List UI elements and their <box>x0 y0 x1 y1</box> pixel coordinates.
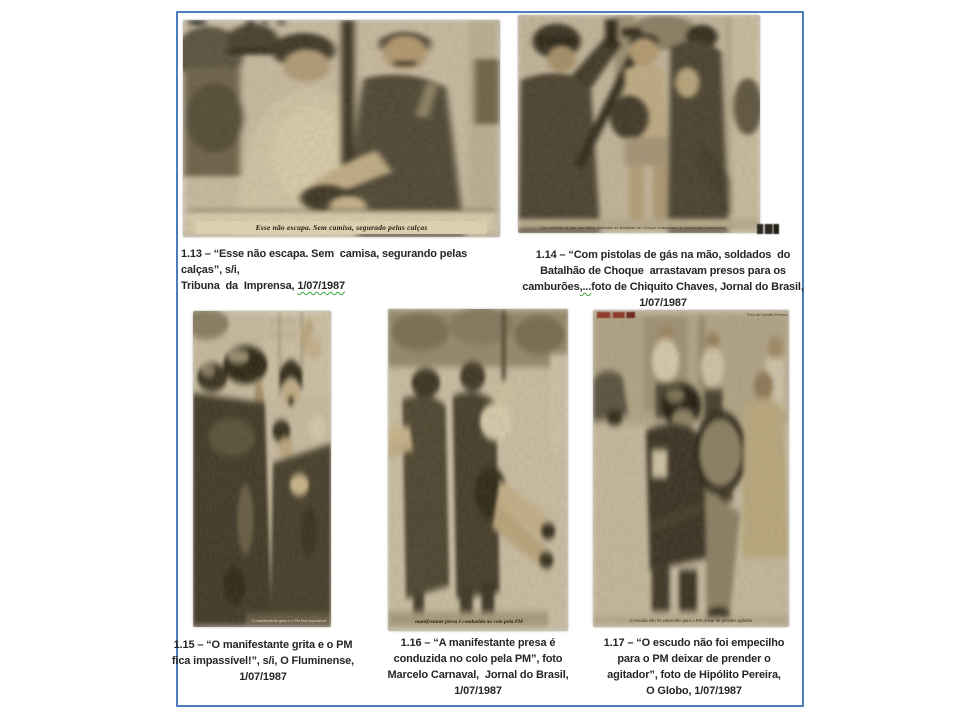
photo-1-14 <box>518 15 760 233</box>
photo-1-13-print-caption: Esse não escapa. Sem camisa, segurado pelas calças <box>196 221 488 234</box>
photo-1-15-print-caption: O manifestante grita e o PM fica impassível <box>251 618 327 623</box>
photo-1-15-artwork <box>193 311 331 627</box>
photo-1-17-print-caption: O escudo não foi empecilho para o PM deixar de prender agitador <box>629 618 753 623</box>
caption-1-17: 1.17 – “O escudo não foi empecilho para o PM deixar de prender o agitador”, foto de Hipólito Pereira, O Globo, 1/07/1987 <box>603 637 785 697</box>
photo-1-16 <box>388 309 568 631</box>
photo-1-15 <box>193 311 331 627</box>
photo-1-17 <box>593 310 789 627</box>
photo-1-13-artwork <box>183 20 500 237</box>
photo-1-14-artwork <box>518 15 760 233</box>
photo-1-13 <box>183 20 500 237</box>
caption-1-13: 1.13 – “Esse não escapa. Sem camisa, segurando pelas calças”, s/i, Tribuna da Imprensa, 1/07/1987 <box>181 248 471 292</box>
photo-1-16-artwork <box>388 309 568 631</box>
caption-1-16: 1.16 – “A manifestante presa é conduzida no colo pela PM”, foto Marcelo Carnaval, Jornal do Brasil, 1/07/1987 <box>387 637 569 697</box>
photo-1-16-print-caption: manifestante presa é conduzida no colo pela PM <box>415 619 523 625</box>
masthead-red-mark <box>597 312 635 318</box>
caption-1-14: 1.14 – “Com pistolas de gás na mão, soldados do Batalhão de Choque arrastavam presos para os camburões,...foto de Chiquito Chaves, Jornal do Brasil, 1/07/1987 <box>522 249 804 309</box>
ink-mark <box>757 224 779 234</box>
photo-1-14-print-caption: Com pistolas de gás nas mãos, soldados do Batalhão de Choque arrastavam os presos para camburões <box>540 225 726 230</box>
photo-1-17-credit: Foto de Hipólito Pereira <box>747 313 787 317</box>
caption-1-15: 1.15 – “O manifestante grita e o PM fica impassível!”, s/i, O Fluminense, 1/07/1987 <box>171 639 355 683</box>
photo-1-17-artwork <box>593 310 789 627</box>
